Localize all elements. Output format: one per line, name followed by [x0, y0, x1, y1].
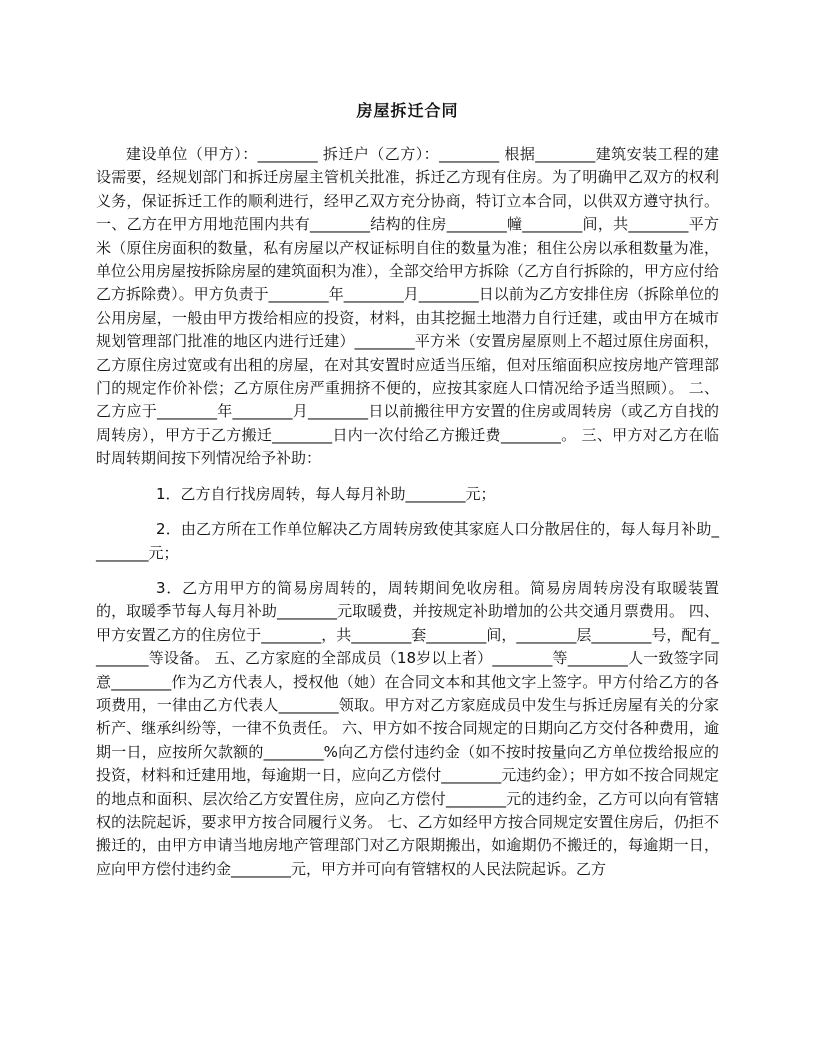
subsidy-item-3-and-clauses: 3．乙方用甲方的简易房周转的，周转期间免收房租。简易房周转房没有取暖装置的，取暖季节每人每月补助________元取暖费，并按规定补助增加的公共交通月票费用。 四、甲方安置乙方的住房位于________，共________套________间，________层________号，配有________等设备。 五、乙方家庭的全部成员（18岁以上者）________等________人一致签字同意________作为乙方代表人，授权他（她）在合同文本和其他文字上签字。甲方付给乙方的各项费用，一律由乙方代表人________领取。甲方对乙方家庭成员中发生与拆迁房屋有关的分家析产、继承纠纷等，一律不负责任。 六、甲方如不按合同规定的日期向乙方交付各种费用，逾期一日，应按所欠款额的________%向乙方偿付违约金（如不按时按量向乙方单位拨给报应的投资，材料和迁建用地，每逾期一日，应向乙方偿付________元违约金）；甲方如不按合同规定的地点和面积、层次给乙方安置住房，应向乙方偿付________元的违约金，乙方可以向有管辖权的法院起诉，要求甲方按合同履行义务。 七、乙方如经甲方按合同规定安置住房后，仍拒不搬迁的，由甲方申请当地房地产管理部门对乙方限期搬出，如逾期仍不搬迁的，每逾期一日，应向甲方偿付违约金________元，甲方并可向有管辖权的人民法院起诉。乙方 [96, 578, 719, 878]
subsidy-item-2: 2．由乙方所在工作单位解决乙方周转房致使其家庭人口分散居住的，每人每月补助________元； [96, 520, 719, 562]
document-title: 房屋拆迁合同 [356, 101, 459, 120]
contract-intro-paragraph: 建设单位（甲方）：________ 拆迁户（乙方）：________ 根据________建筑安装工程的建设需要，经规划部门和拆迁房屋主管机关批准，拆迁乙方现有住房。为了明确甲乙双方的权利义务，保证拆迁工作的顺利进行，经甲乙双方充分协商，特订立本合同，以供双方遵守执行。 一、乙方在甲方用地范围内共有________结构的住房________幢________间，共________平方米（原住房面积的数量，私有房屋以产权证标明自住的数量为准；租住公房以承租数量为准，单位公用房屋按拆除房屋的建筑面积为准），全部交给甲方拆除（乙方自行拆除的，甲方应付给乙方拆除费）。甲方负责于________年________月________日以前为乙方安排住房（拆除单位的公用房屋，一般由甲方拨给相应的投资，材料，由其挖掘土地潜力自行迁建，或由甲方在城市规划管理部门批准的地区内进行迁建）________平方米（安置房屋原则上不超过原住房面积，乙方原住房过宽或有出租的房屋，在对其安置时应适当压缩，但对压缩面积应按房地产管理部门的规定作价补偿；乙方原住房严重拥挤不便的，应按其家庭人口情况给予适当照顾）。 二、乙方应于________年________月________日以前搬往甲方安置的住房或周转房（或乙方自找的周转房），甲方于乙方搬迁________日内一次付给乙方搬迁费________。 三、甲方对乙方在临时周转期间按下列情况给予补助： [96, 145, 719, 468]
subsidy-item-1: 1．乙方自行找房周转，每人每月补助________元； [156, 484, 496, 503]
